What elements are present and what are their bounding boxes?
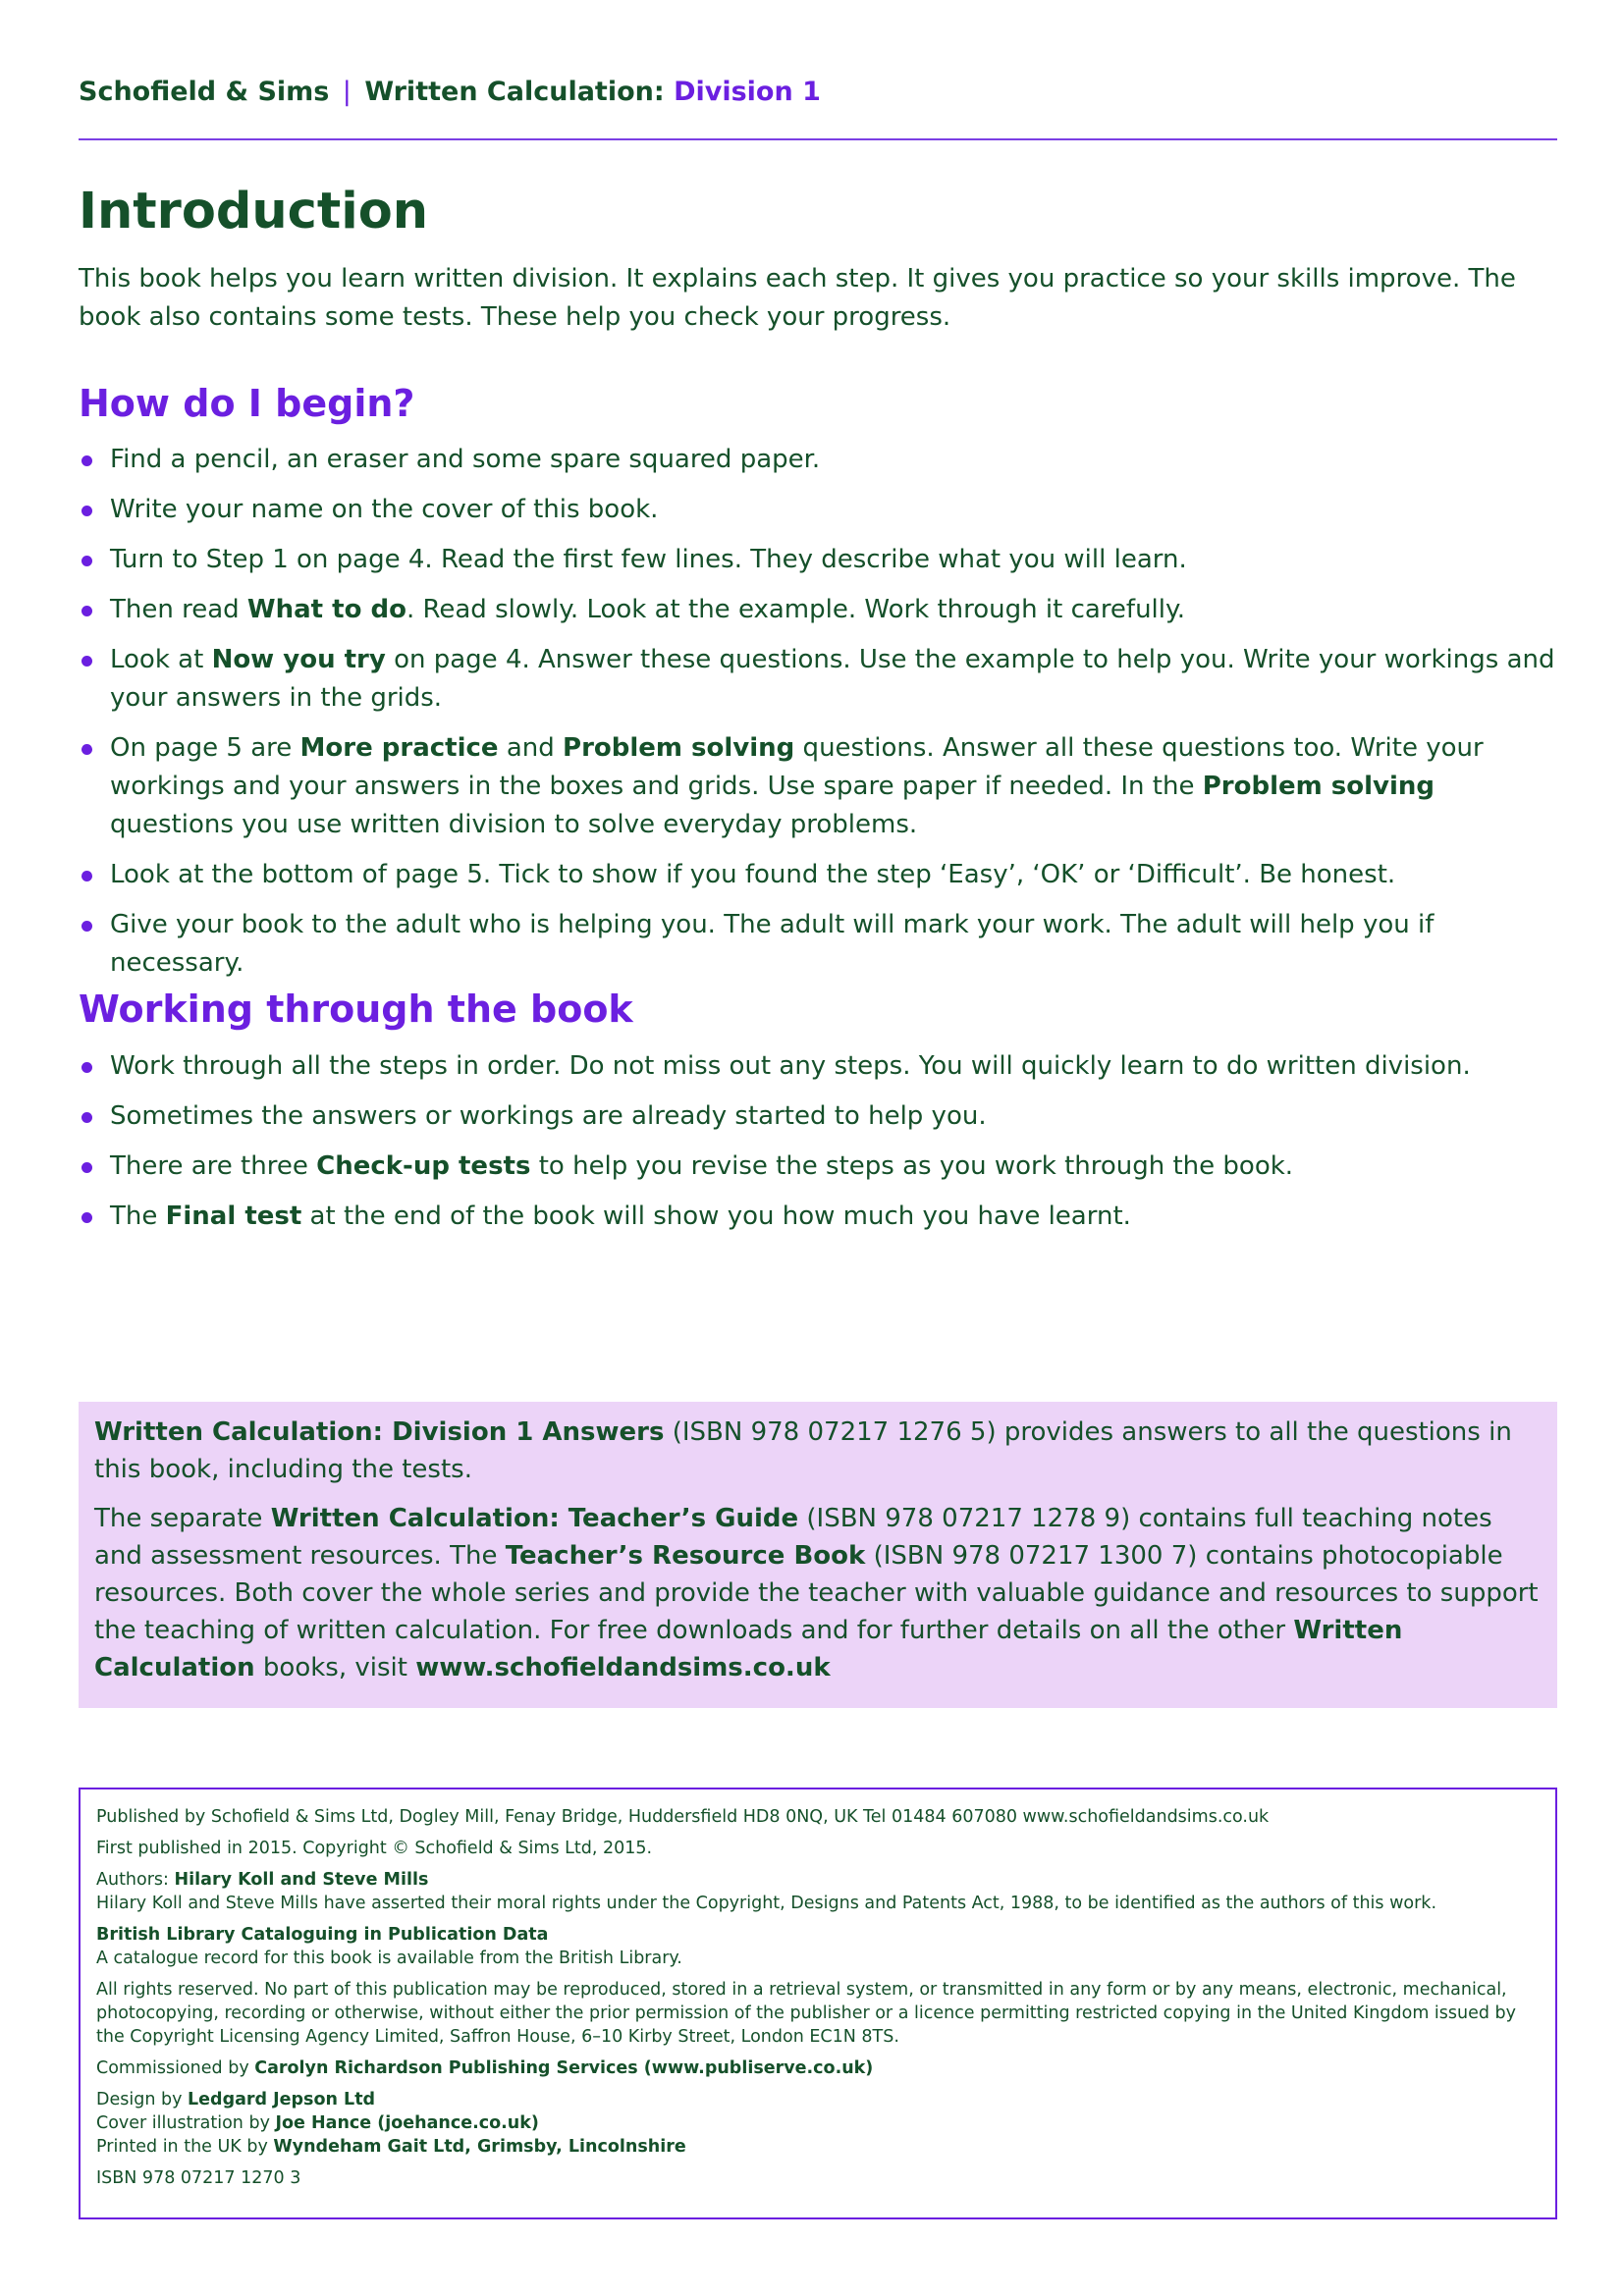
list-item: Write your name on the cover of this book.: [79, 491, 1557, 529]
moral-rights: Hilary Koll and Steve Mills have asserted their moral rights under the Copyright, Designs and Patents Act, 1988, to be identified as the authors of this work.: [96, 1894, 1437, 1913]
isbn: ISBN 978 07217 1270 3: [96, 2168, 301, 2188]
header-separator: |: [342, 77, 352, 107]
header-book: Division 1: [674, 77, 821, 107]
bl-text: A catalogue record for this book is available from the British Library.: [96, 1949, 682, 1968]
list-item: Then read What to do. Read slowly. Look at the example. Work through it carefully.: [79, 591, 1557, 629]
list-item: Turn to Step 1 on page 4. Read the first few lines. They describe what you will learn.: [79, 541, 1557, 579]
rights-statement: All rights reserved. No part of this publication may be reproduced, stored in a retrieval system, or transmitted in any form or by any means, electronic, mechanical, photocopying, recording or otherwise, without either the prior permission of the publisher or a licence permitting restricted copying in the United Kingdom issued by the Copyright Licensing Agency Limited, Saffron House, 6–10 Kirby Street, London EC1N 8TS.: [96, 1980, 1517, 2047]
list-item: Look at Now you try on page 4. Answer these questions. Use the example to help you. Write your workings and your answers in the grids.: [79, 641, 1557, 718]
answers-paragraph: Written Calculation: Division 1 Answers (ISBN 978 07217 1276 5) provides answers to all the questions in this book, including the tests.: [94, 1417, 1512, 1484]
first-published: First published in 2015. Copyright © Schofield & Sims Ltd, 2015.: [96, 1839, 653, 1858]
cover-illustration-by: Cover illustration by Joe Hance (joehance.co.uk): [96, 2113, 539, 2133]
header-publisher: Schofield & Sims: [79, 77, 330, 107]
how-do-i-begin-heading: How do I begin?: [79, 382, 415, 425]
how-do-i-begin-list: [79, 441, 1557, 994]
website-link[interactable]: www.schofieldandsims.co.uk: [415, 1653, 831, 1682]
list-item: Give your book to the adult who is helping you. The adult will mark your work. The adult will help you if necessary.: [79, 906, 1557, 983]
list-item: Sometimes the answers or workings are already started to help you.: [79, 1097, 1557, 1136]
list-item: There are three Check-up tests to help you revise the steps as you work through the book.: [79, 1148, 1557, 1186]
design-by: Design by Ledgard Jepson Ltd: [96, 2090, 376, 2109]
intro-paragraph: This book helps you learn written division. It explains each step. It gives you practice so your skills improve. The book also contains some tests. These help you check your progress.: [79, 264, 1516, 332]
teachers-guide-paragraph: The separate Written Calculation: Teacher’s Guide (ISBN 978 07217 1278 9) contains full teaching notes and assessment resources. The Teacher’s Resource Book (ISBN 978 07217 1300 7) contains photocopiable resources. Both cover the whole series and provide the teacher with valuable guidance and resources to support the teaching of written calculation. For free downloads and for further details on all the other Written Calculation books, visit www.schofieldandsims.co.uk: [94, 1504, 1539, 1682]
list-item: Look at the bottom of page 5. Tick to show if you found the step ‘Easy’, ‘OK’ or ‘Difficult’. Be honest.: [79, 856, 1557, 894]
header-series: Written Calculation:: [364, 77, 665, 107]
working-through-list: [79, 1047, 1557, 1248]
working-through-heading: Working through the book: [79, 988, 633, 1031]
list-item: The Final test at the end of the book will show you how much you have learnt.: [79, 1198, 1557, 1236]
commissioned-by: Commissioned by Carolyn Richardson Publishing Services (www.publiserve.co.uk): [96, 2058, 874, 2078]
list-item: Find a pencil, an eraser and some spare squared paper.: [79, 441, 1557, 479]
header-rule: [79, 138, 1557, 140]
authors: Authors: Hilary Koll and Steve Mills: [96, 1870, 429, 1890]
bl-heading: British Library Cataloguing in Publication Data: [96, 1925, 549, 1945]
printed-by: Printed in the UK by Wyndeham Gait Ltd, Grimsby, Lincolnshire: [96, 2137, 686, 2157]
list-item: Work through all the steps in order. Do not miss out any steps. You will quickly learn to do written division.: [79, 1047, 1557, 1086]
answers-info-box: [79, 1402, 1557, 1708]
colophon-box: [79, 1788, 1557, 2219]
running-header: [79, 77, 821, 107]
page-title: Introduction: [79, 183, 429, 240]
published-by: Published by Schofield & Sims Ltd, Dogley Mill, Fenay Bridge, Huddersfield HD8 0NQ, UK Tel 01484 607080 www.schofieldandsims.co.uk: [96, 1807, 1270, 1827]
list-item: On page 5 are More practice and Problem solving questions. Answer all these questions too. Write your workings and your answers in the boxes and grids. Use spare paper if needed. In the Problem solving questions you use written division to solve everyday problems.: [79, 729, 1557, 844]
